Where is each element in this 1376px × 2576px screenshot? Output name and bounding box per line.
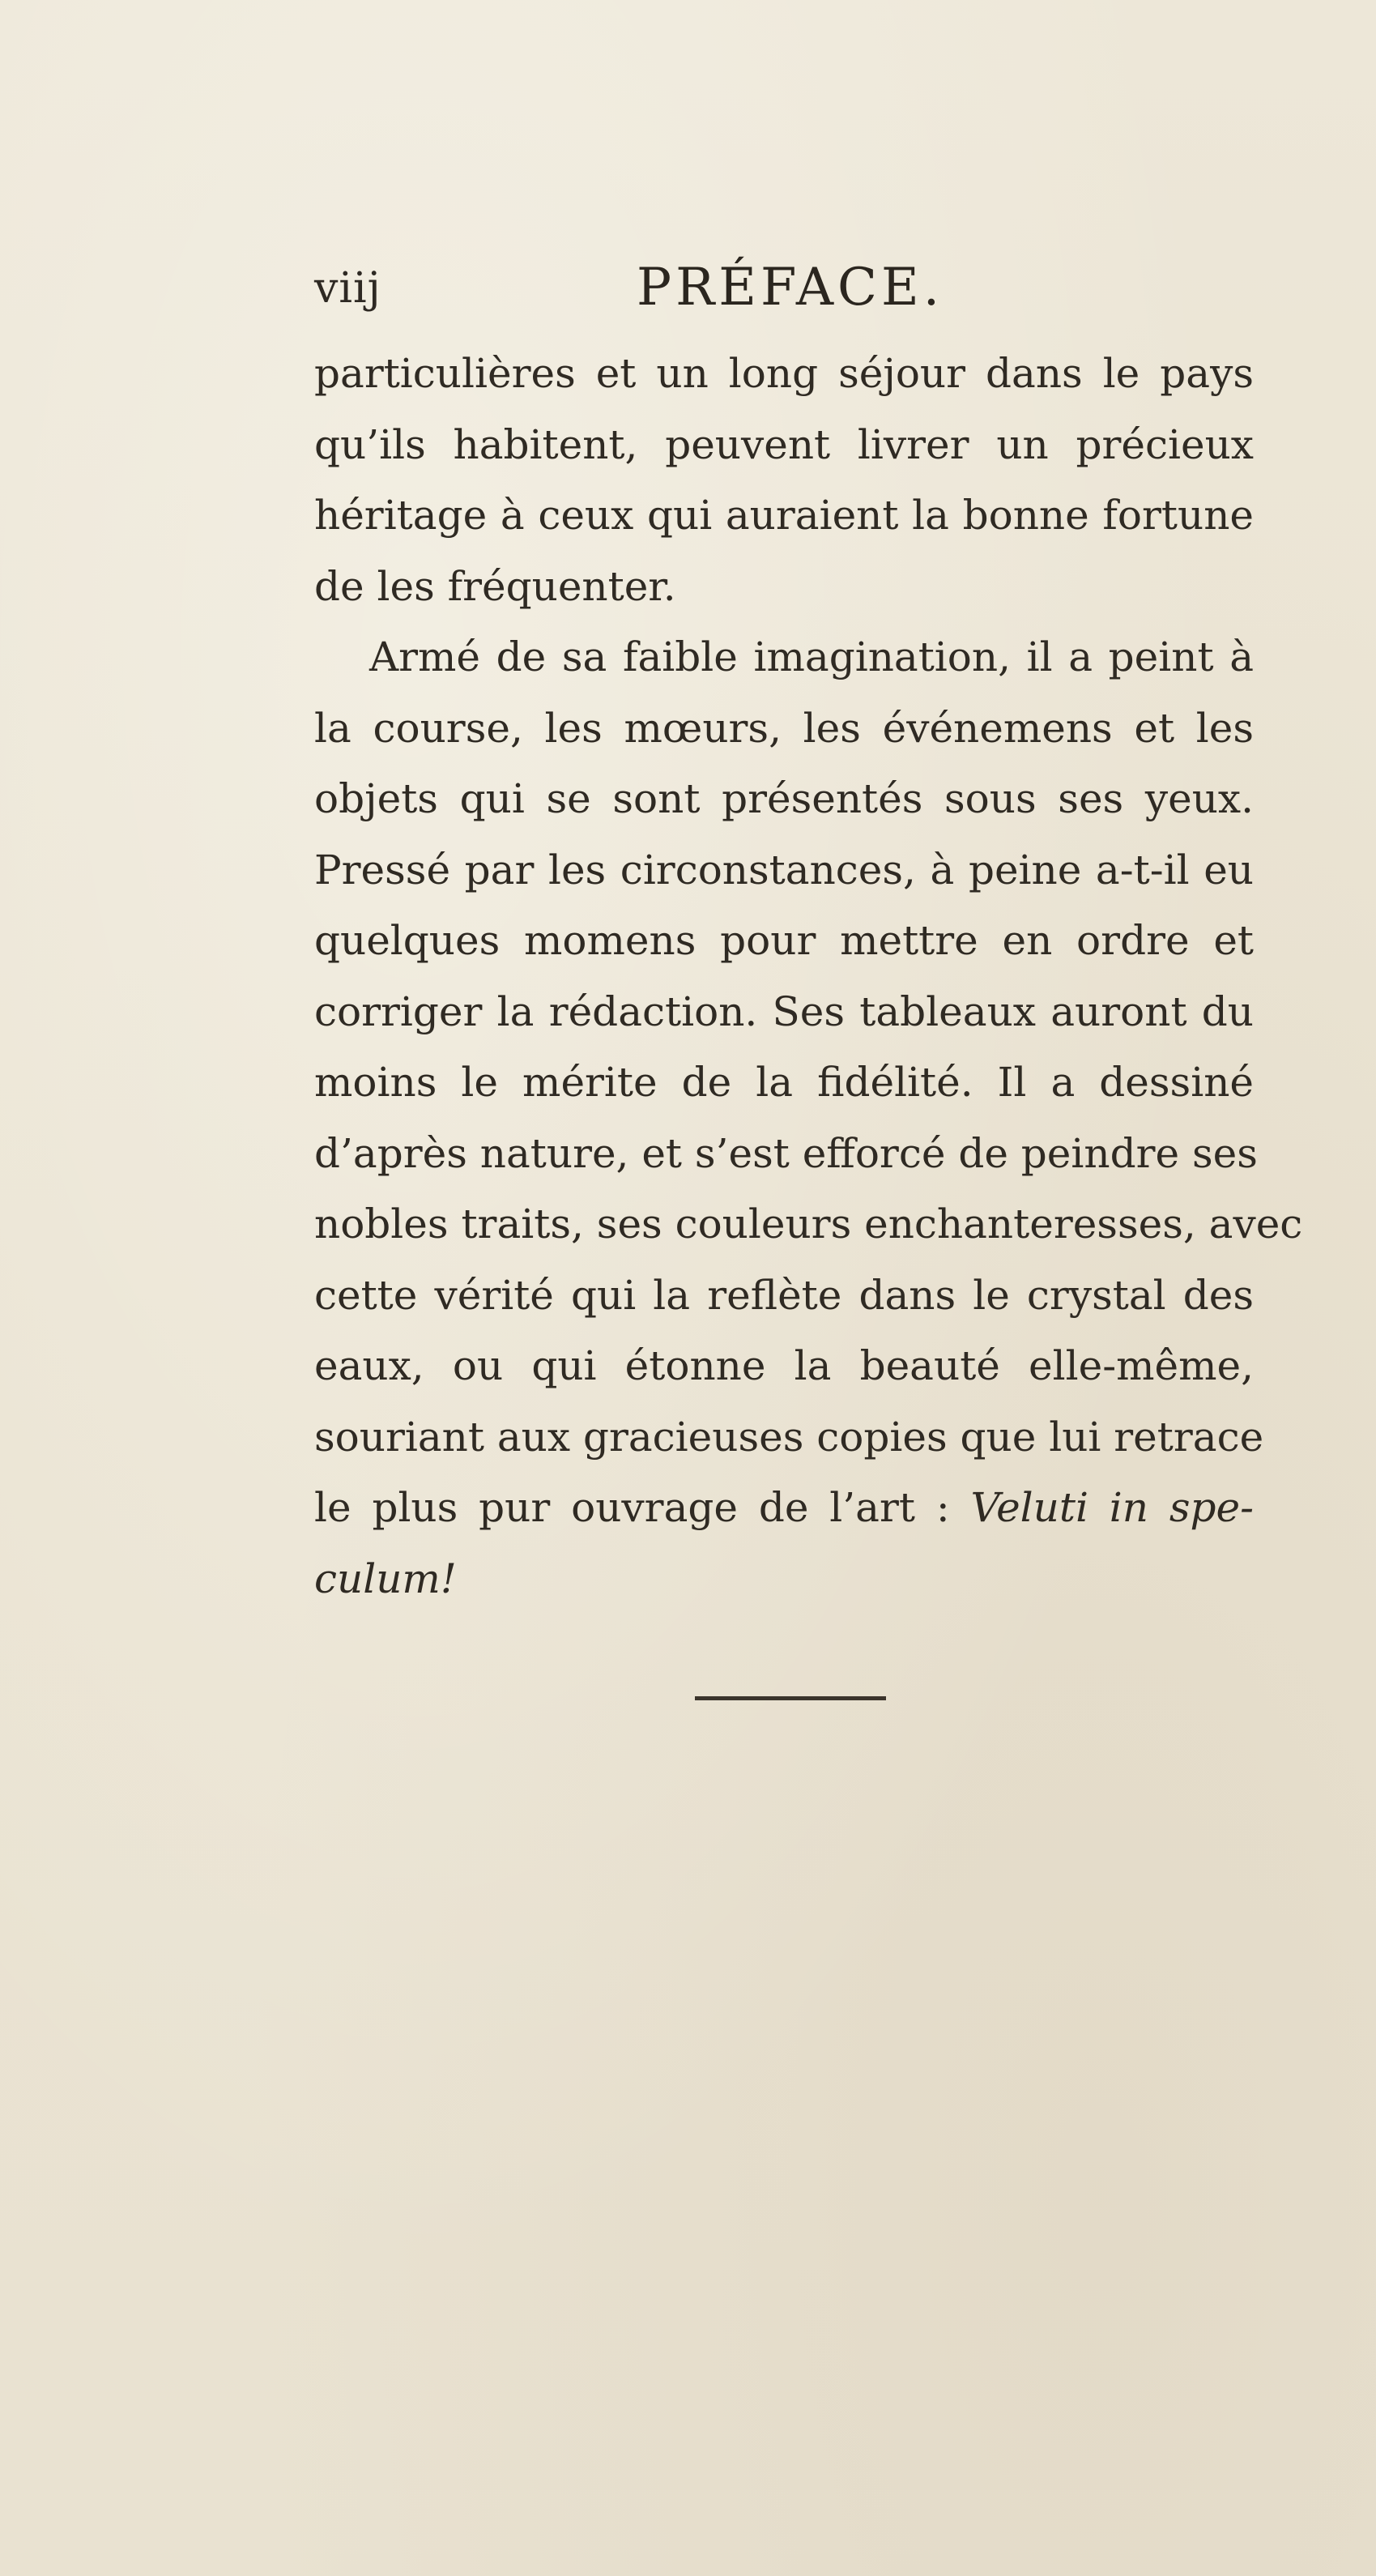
- text-line: qu’ils habitent, peuvent livrer un précieux: [314, 420, 1254, 468]
- text-line: Pressé par les circonstances, à peine a-t-il eu: [314, 846, 1254, 893]
- text-line: d’après nature, et s’est efforcé de peindre ses: [314, 1129, 1258, 1177]
- text-line: particulières et un long séjour dans le pays: [314, 350, 1254, 397]
- text-line: souriant aux gracieuses copies que lui retrace: [314, 1413, 1264, 1461]
- final-line-italic: Veluti in spe-: [970, 1484, 1254, 1531]
- closing-line: culum!: [314, 1555, 457, 1602]
- page-header: [314, 258, 1254, 331]
- final-line-roman: le plus pur ouvrage de l’art :: [314, 1484, 971, 1531]
- text-line: corriger la rédaction. Ses tableaux auront du: [314, 987, 1254, 1035]
- text-line: la course, les mœurs, les événemens et les: [314, 704, 1254, 752]
- text-line: héritage à ceux qui auraient la bonne fortune: [314, 492, 1254, 539]
- page-number: viij: [314, 264, 381, 313]
- end-rule: [695, 1696, 886, 1700]
- text-line: objets qui se sont présentés sous ses yeux.: [314, 775, 1254, 822]
- text-line: nobles traits, ses couleurs enchanteresses, avec: [314, 1201, 1303, 1247]
- text-line: moins le mérite de la fidélité. Il a dessiné: [314, 1059, 1254, 1106]
- body-text: [314, 339, 1303, 1614]
- text-line: cette vérité qui la reflète dans le crystal des: [314, 1271, 1254, 1319]
- text-line-final: [314, 1473, 1254, 1544]
- text-line: eaux, ou qui étonne la beauté elle-même,: [314, 1342, 1254, 1389]
- text-line: quelques momens pour mettre en ordre et: [314, 917, 1254, 964]
- text-line: Armé de sa faible imagination, il a peint à: [369, 633, 1254, 680]
- text-line: de les fréquenter.: [314, 562, 676, 610]
- running-title: PRÉFACE.: [637, 258, 944, 318]
